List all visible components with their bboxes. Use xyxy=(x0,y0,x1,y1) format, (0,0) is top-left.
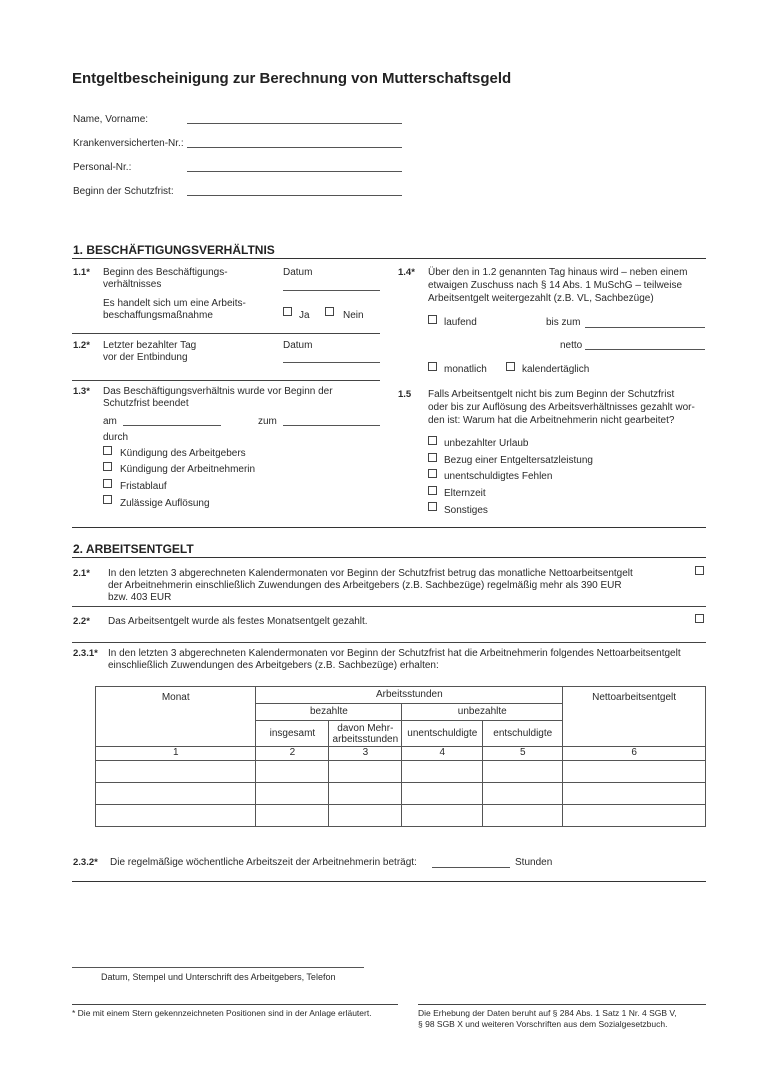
kalendertaeglich-checkbox[interactable] xyxy=(506,362,515,371)
netto-label: netto xyxy=(560,340,583,351)
item-1-4-text-2: etwaigen Zuschuss nach § 14 Abs. 1 MuSchG – teilweise xyxy=(428,280,683,291)
table-cell[interactable] xyxy=(563,805,706,827)
item-1-2-divider xyxy=(72,380,380,381)
table-row xyxy=(96,805,706,827)
ja-checkbox[interactable] xyxy=(283,307,292,316)
table-row xyxy=(96,783,706,805)
item-2-3-1-text-2: einschließlich Zuwendungen des Arbeitgebers (z.B. Sachbezüge) erhalten: xyxy=(108,660,439,671)
table-cell[interactable] xyxy=(96,805,256,827)
option-kuendigung-arbeitnehmerin-label: Kündigung der Arbeitnehmerin xyxy=(120,464,256,475)
ja-label: Ja xyxy=(299,310,310,321)
protection-start-label: Beginn der Schutzfrist: xyxy=(73,186,174,197)
table-cell[interactable] xyxy=(402,805,483,827)
netto-field[interactable] xyxy=(585,349,705,350)
weekly-hours-field[interactable] xyxy=(432,867,510,868)
column-number: 2 xyxy=(256,747,329,761)
name-field[interactable] xyxy=(187,123,402,124)
item-2-1-number: 2.1* xyxy=(73,568,90,579)
option-fristablauf-label: Fristablauf xyxy=(120,481,167,492)
item-2-2-divider xyxy=(72,642,706,643)
protection-start-field[interactable] xyxy=(187,195,402,196)
item-1-1-text-1: Beginn des Beschäftigungs- xyxy=(103,267,228,278)
mehrarbeitsstunden-line-2: arbeitsstunden xyxy=(332,733,399,745)
insgesamt-header: insgesamt xyxy=(256,721,329,747)
option-zulaessige-aufloesung-label: Zulässige Auflösung xyxy=(120,498,210,509)
footer-legal-1: Die Erhebung der Daten beruht auf § 284 Abs. 1 Satz 1 Nr. 4 SGB V, xyxy=(418,1008,677,1018)
table-row xyxy=(96,761,706,783)
item-1-1-text-2: verhältnisses xyxy=(103,279,162,290)
item-1-2-datum-label: Datum xyxy=(283,340,313,351)
insurance-number-field[interactable] xyxy=(187,147,402,148)
item-1-1-question-1: Es handelt sich um eine Arbeits- xyxy=(103,298,246,309)
section-2-end-rule xyxy=(72,881,706,882)
item-2-2-checkbox[interactable] xyxy=(695,614,704,623)
monatlich-label: monatlich xyxy=(444,364,487,375)
signature-label: Datum, Stempel und Unterschrift des Arbeitgebers, Telefon xyxy=(101,972,336,982)
name-label: Name, Vorname: xyxy=(73,114,149,125)
unbezahlte-header: unbezahlte xyxy=(402,704,563,721)
signature-field[interactable] xyxy=(72,967,364,968)
table-cell[interactable] xyxy=(402,783,483,805)
personnel-number-field[interactable] xyxy=(187,171,402,172)
item-1-5-number: 1.5 xyxy=(398,389,412,400)
table-cell[interactable] xyxy=(483,805,563,827)
item-1-1-number: 1.1* xyxy=(73,267,90,278)
stunden-label: Stunden xyxy=(515,857,553,868)
am-date-field[interactable] xyxy=(123,425,221,426)
column-number: 5 xyxy=(483,747,563,761)
item-2-1-checkbox[interactable] xyxy=(695,566,704,575)
option-kuendigung-arbeitgeber-checkbox[interactable] xyxy=(103,446,112,455)
column-number: 3 xyxy=(329,747,402,761)
table-cell[interactable] xyxy=(256,805,329,827)
item-1-2-text-1: Letzter bezahlter Tag xyxy=(103,340,197,351)
personnel-number-label: Personal-Nr.: xyxy=(73,162,132,173)
zum-date-field[interactable] xyxy=(283,425,380,426)
bis-zum-field[interactable] xyxy=(585,327,705,328)
page-title: Entgeltbescheinigung zur Berechnung von Mutterschaftsgeld xyxy=(72,70,512,87)
insurance-number-label: Krankenversicherten-Nr.: xyxy=(73,138,184,149)
table-cell[interactable] xyxy=(563,783,706,805)
bezahlte-header: bezahlte xyxy=(256,704,402,721)
bis-zum-label: bis zum xyxy=(546,317,581,328)
column-number: 1 xyxy=(96,747,256,761)
item-2-2-number: 2.2* xyxy=(73,616,90,627)
table-cell[interactable] xyxy=(483,783,563,805)
nein-label: Nein xyxy=(343,310,364,321)
option-entgeltersatzleistung-label: Bezug einer Entgeltersatzleistung xyxy=(444,455,593,466)
item-1-3-number: 1.3* xyxy=(73,386,90,397)
income-table xyxy=(95,686,706,827)
entschuldigte-header: entschuldigte xyxy=(483,721,563,747)
table-cell[interactable] xyxy=(563,761,706,783)
option-unbezahlter-urlaub-label: unbezahlter Urlaub xyxy=(444,438,529,449)
section-2-heading: 2. ARBEITSENTGELT xyxy=(73,542,194,556)
item-1-5-text-1: Falls Arbeitsentgelt nicht bis zum Beginn der Schutzfrist xyxy=(428,389,675,400)
item-2-3-2-text: Die regelmäßige wöchentliche Arbeitszeit der Arbeitnehmerin beträgt: xyxy=(110,857,417,868)
am-label: am xyxy=(103,416,117,427)
mehrarbeitsstunden-line-1: davon Mehr- xyxy=(337,722,394,734)
section-1-rule xyxy=(72,258,706,259)
option-elternzeit-label: Elternzeit xyxy=(444,488,486,499)
option-kuendigung-arbeitgeber-label: Kündigung des Arbeitgebers xyxy=(120,448,246,459)
item-1-4-text-1: Über den in 1.2 genannten Tag hinaus wird – neben einem xyxy=(428,267,688,278)
table-cell[interactable] xyxy=(256,761,329,783)
unentschuldigte-header: unentschuldigte xyxy=(402,721,483,747)
item-2-3-2-number: 2.3.2* xyxy=(73,857,98,868)
laufend-label: laufend xyxy=(444,317,477,328)
item-1-3-text-1: Das Beschäftigungsverhältnis wurde vor Beginn der xyxy=(103,386,333,397)
item-1-2-date-field[interactable] xyxy=(283,362,380,363)
table-cell[interactable] xyxy=(96,783,256,805)
laufend-checkbox[interactable] xyxy=(428,315,437,324)
item-1-2-number: 1.2* xyxy=(73,340,90,351)
item-2-1-divider xyxy=(72,606,706,607)
item-2-1-text-2: der Arbeitnehmerin einschließlich Zuwendungen des Arbeitgebers (z.B. Sachbezüge) regelmäßig mehr als 390 EUR xyxy=(108,580,622,591)
monat-header: Monat xyxy=(96,687,256,747)
item-2-2-text: Das Arbeitsentgelt wurde als festes Monatsentgelt gezahlt. xyxy=(108,616,368,627)
monatlich-checkbox[interactable] xyxy=(428,362,437,371)
table-cell[interactable] xyxy=(329,761,402,783)
nein-checkbox[interactable] xyxy=(325,307,334,316)
mehrarbeitsstunden-header xyxy=(329,721,402,747)
option-zulaessige-aufloesung-checkbox[interactable] xyxy=(103,495,112,504)
option-entgeltersatzleistung-checkbox[interactable] xyxy=(428,453,437,462)
item-1-1-date-field[interactable] xyxy=(283,290,380,291)
table-cell[interactable] xyxy=(256,783,329,805)
option-sonstiges-label: Sonstiges xyxy=(444,505,488,516)
table-cell[interactable] xyxy=(329,805,402,827)
table-cell[interactable] xyxy=(483,761,563,783)
footer-legal-2: § 98 SGB X und weiteren Vorschriften aus dem Sozialgesetzbuch. xyxy=(418,1019,668,1029)
footer-rule-left xyxy=(72,1004,398,1005)
nettoarbeitsentgelt-header: Nettoarbeitsentgelt xyxy=(563,687,706,747)
item-1-1-question-2: beschaffungsmaßnahme xyxy=(103,310,213,321)
option-kuendigung-arbeitnehmerin-checkbox[interactable] xyxy=(103,462,112,471)
table-cell[interactable] xyxy=(96,761,256,783)
table-cell[interactable] xyxy=(329,783,402,805)
item-1-1-datum-label: Datum xyxy=(283,267,313,278)
section-1-heading: 1. BESCHÄFTIGUNGSVERHÄLTNIS xyxy=(73,243,275,257)
item-1-1-divider xyxy=(72,333,380,334)
item-1-2-text-2: vor der Entbindung xyxy=(103,352,188,363)
item-2-1-text-3: bzw. 403 EUR xyxy=(108,592,172,603)
item-2-1-text-1: In den letzten 3 abgerechneten Kalendermonaten vor Beginn der Schutzfrist betrug das monatliche Nettoarbeitsentgelt xyxy=(108,568,633,579)
item-1-5-text-2: oder bis zur Auflösung des Arbeitsverhältnisses gezahlt wor- xyxy=(428,402,695,413)
column-number: 4 xyxy=(402,747,483,761)
option-sonstiges-checkbox[interactable] xyxy=(428,502,437,511)
item-2-3-1-text-1: In den letzten 3 abgerechneten Kalendermonaten vor Beginn der Schutzfrist hat die Arbeitnehmerin folgendes Nettoarbeitsentgelt xyxy=(108,648,681,659)
option-unbezahlter-urlaub-checkbox[interactable] xyxy=(428,436,437,445)
section-2-rule xyxy=(72,557,706,558)
kalendertaeglich-label: kalendertäglich xyxy=(522,364,590,375)
footer-note: * Die mit einem Stern gekennzeichneten Positionen sind in der Anlage erläutert. xyxy=(72,1008,372,1018)
table-cell[interactable] xyxy=(402,761,483,783)
option-unentschuldigtes-fehlen-label: unentschuldigtes Fehlen xyxy=(444,471,553,482)
zum-label: zum xyxy=(258,416,277,427)
section-1-end-rule xyxy=(72,527,706,528)
arbeitsstunden-header: Arbeitsstunden xyxy=(256,687,563,704)
item-1-5-text-3: den ist: Warum hat die Arbeitnehmerin nicht gearbeitet? xyxy=(428,415,675,426)
durch-label: durch xyxy=(103,432,129,443)
item-1-4-number: 1.4* xyxy=(398,267,415,278)
footer-rule-right xyxy=(418,1004,706,1005)
column-number: 6 xyxy=(563,747,706,761)
option-fristablauf-checkbox[interactable] xyxy=(103,479,112,488)
item-1-4-text-3: Arbeitsentgelt weitergezahlt (z.B. VL, Sachbezüge) xyxy=(428,293,654,304)
option-elternzeit-checkbox[interactable] xyxy=(428,486,437,495)
option-unentschuldigtes-fehlen-checkbox[interactable] xyxy=(428,469,437,478)
item-2-3-1-number: 2.3.1* xyxy=(73,648,98,659)
item-1-3-text-2: Schutzfrist beendet xyxy=(103,398,189,409)
